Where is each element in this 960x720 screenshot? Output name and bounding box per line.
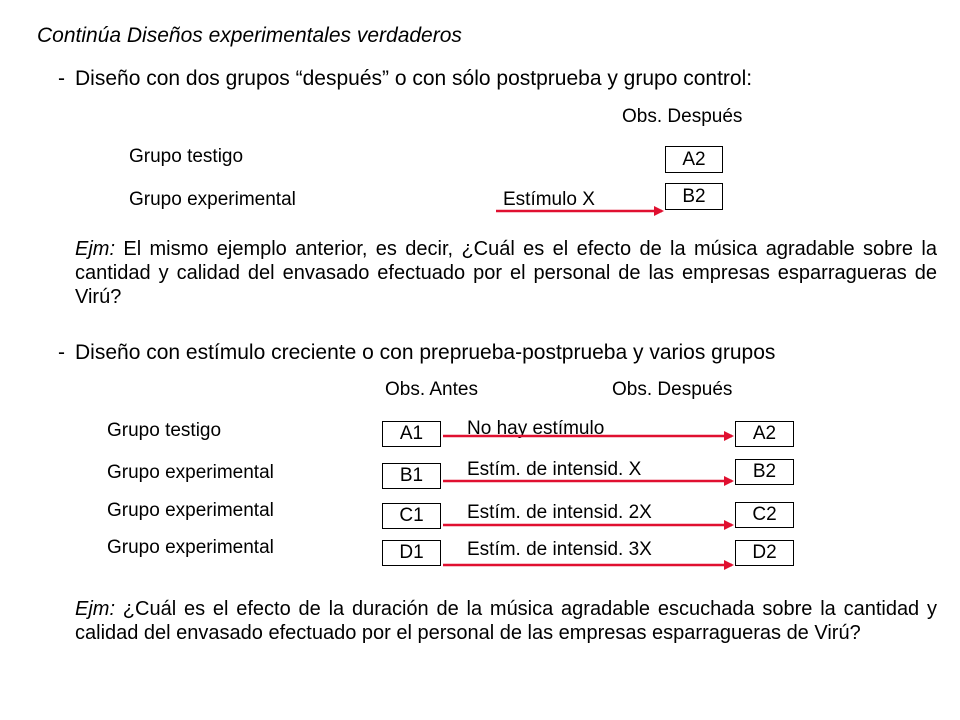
obs-box-a2: A2 [665, 146, 723, 173]
obs-before-header: Obs. Antes [385, 379, 478, 400]
stimulus-label: Estím. de intensid. 3X [467, 539, 652, 560]
section2-heading-text: Diseño con estímulo creciente o con preprueba-postprueba y varios grupos [75, 341, 776, 364]
group-label-control: Grupo testigo [107, 420, 222, 441]
obs-box-b2: B2 [665, 183, 723, 210]
example-label: Ejm: [75, 598, 115, 620]
example-text: ¿Cuál es el efecto de la duración de la música agradable escuchada sobre la cantidad y calidad del envasado efectuado por el personal de las empresas esparragueras de Virú? [75, 598, 937, 644]
before-box-a1: A1 [382, 421, 441, 447]
group-label-control: Grupo testigo [129, 146, 244, 167]
stimulus-label: Estímulo X [503, 189, 595, 210]
group-label-experimental: Grupo experimental [107, 500, 274, 521]
example-text: El mismo ejemplo anterior, es decir, ¿Cuál es el efecto de la música agradable sobre la cantidad y calidad del envasado efectuado por el personal de las empresas esparragueras de Virú? [75, 238, 937, 308]
stimulus-label: Estím. de intensid. 2X [467, 502, 652, 523]
after-box-d2: D2 [735, 540, 794, 566]
group-label-experimental: Grupo experimental [107, 462, 274, 483]
group-label-experimental: Grupo experimental [129, 189, 296, 210]
section1-heading-text: Diseño con dos grupos “después” o con sólo postprueba y grupo control: [75, 67, 753, 90]
before-box-b1: B1 [382, 463, 441, 489]
group-label-experimental: Grupo experimental [107, 537, 274, 558]
slide-title: Continúa Diseños experimentales verdaderos [37, 24, 462, 47]
obs-after-header: Obs. Después [622, 106, 743, 127]
bullet-dash: - [58, 341, 65, 364]
after-box-c2: C2 [735, 502, 794, 528]
stimulus-label: No hay estímulo [467, 418, 605, 439]
before-box-d1: D1 [382, 540, 441, 566]
after-box-a2: A2 [735, 421, 794, 447]
stimulus-label: Estím. de intensid. X [467, 459, 642, 480]
bullet-dash: - [58, 67, 65, 90]
example-label: Ejm: [75, 238, 115, 260]
before-box-c1: C1 [382, 503, 441, 529]
obs-after-header: Obs. Después [612, 379, 733, 400]
after-box-b2: B2 [735, 459, 794, 485]
